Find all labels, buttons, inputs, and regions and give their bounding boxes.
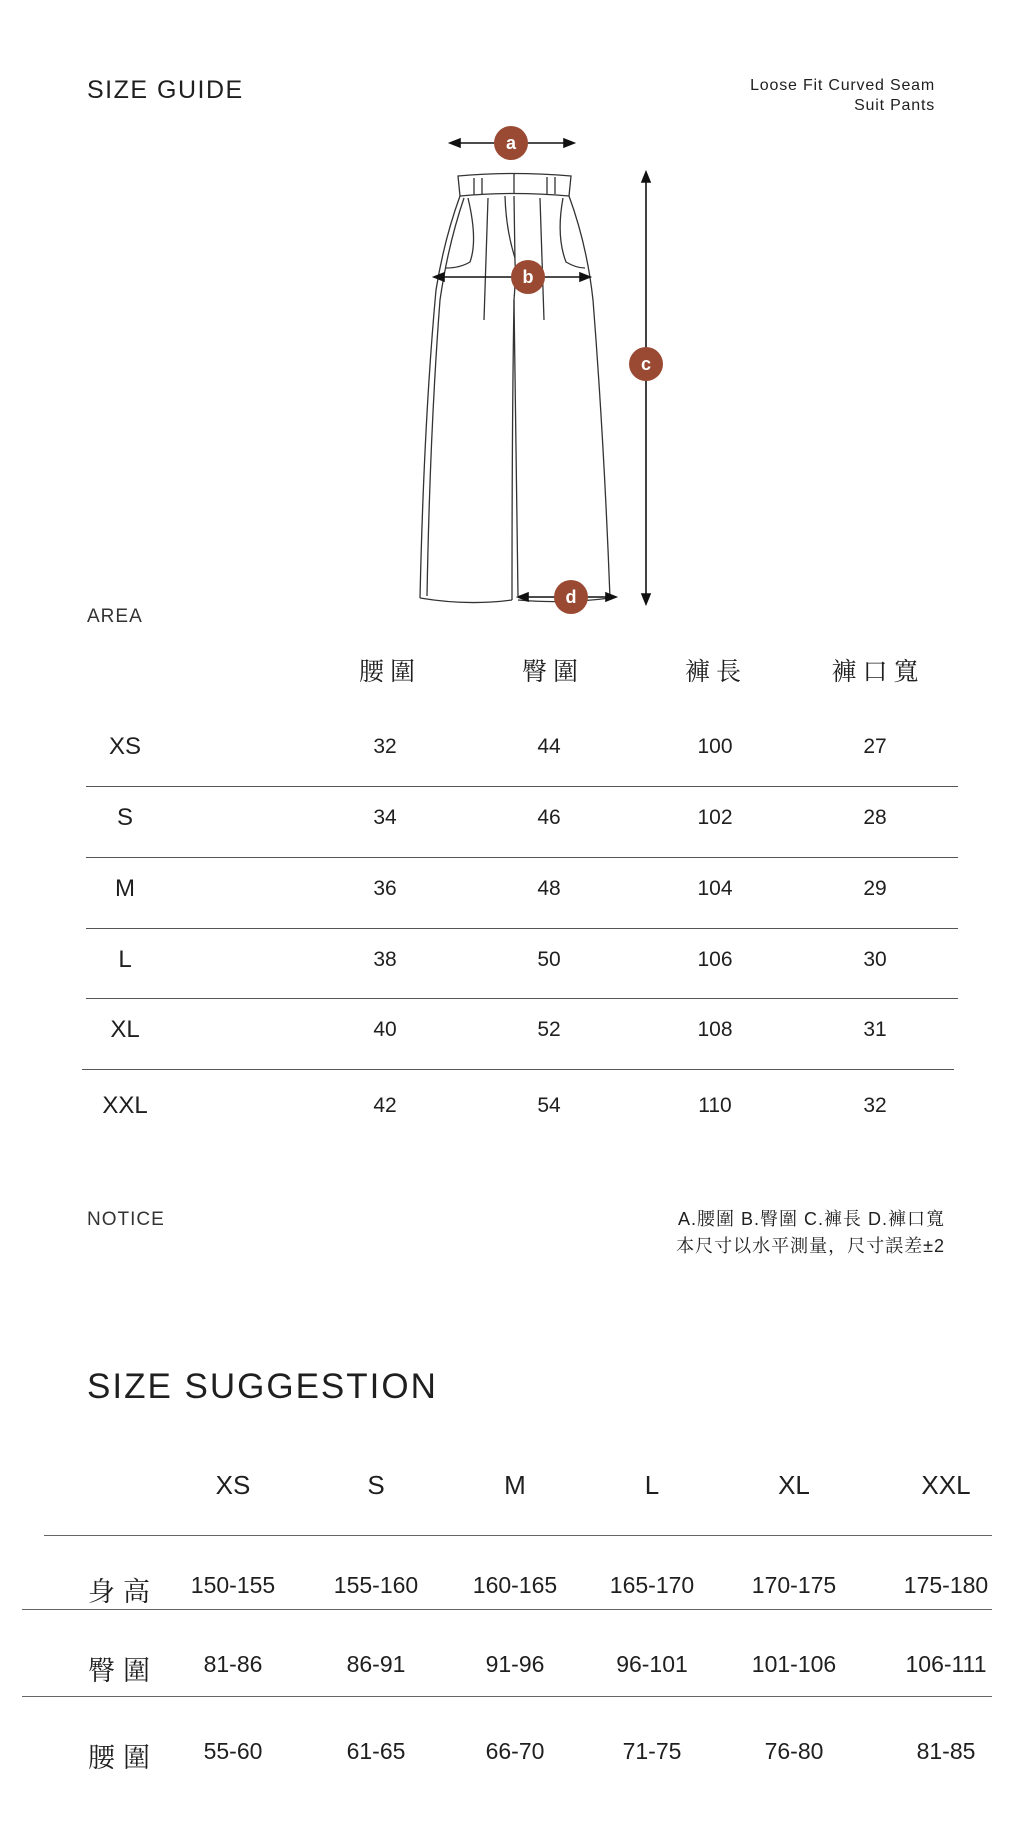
table-cell: 76-80: [764, 1738, 824, 1764]
table-cell: 28: [863, 806, 887, 829]
row-divider: [82, 1069, 954, 1070]
table-row: [85, 996, 955, 1066]
size-label: S: [116, 804, 133, 831]
column-header-xxl: XXL: [921, 1470, 971, 1500]
table-cell: 29: [863, 877, 887, 900]
table-row: [0, 1627, 1030, 1707]
row-divider: [22, 1696, 992, 1697]
product-name-line1: Loose Fit Curved Seam: [750, 77, 935, 94]
column-header-xs: XS: [215, 1470, 251, 1500]
size-label: XXL: [102, 1092, 148, 1119]
column-header-m: M: [504, 1470, 526, 1500]
table-cell: 50: [537, 948, 561, 971]
table-cell: 165-170: [609, 1572, 695, 1598]
size-label: XS: [108, 733, 141, 760]
table-cell: 54: [537, 1094, 561, 1117]
column-header-length: 褲長: [684, 658, 747, 686]
table-cell: 170-175: [751, 1572, 837, 1598]
notice-text: [676, 1206, 945, 1260]
table-cell: 52: [537, 1018, 561, 1041]
measure-arrows: [434, 139, 650, 604]
column-header-l: L: [644, 1470, 660, 1500]
table-cell: 71-75: [622, 1738, 682, 1764]
table-cell: 42: [373, 1094, 397, 1117]
table-cell: 101-106: [751, 1651, 837, 1677]
table-row: [85, 713, 955, 783]
table-cell: 106: [697, 948, 733, 971]
size-label: XL: [110, 1016, 140, 1043]
table-cell: 46: [537, 806, 561, 829]
marker-b: [511, 260, 545, 294]
table-cell: 81-86: [203, 1651, 263, 1677]
table-cell: 27: [863, 735, 887, 758]
column-header-s: S: [367, 1470, 385, 1500]
table-row: [85, 926, 955, 996]
table-cell: 106-111: [905, 1651, 987, 1677]
product-name-line2: Suit Pants: [854, 97, 935, 114]
table-cell: 86-91: [346, 1651, 406, 1677]
marker-b-label: b: [522, 267, 534, 287]
table-cell: 175-180: [903, 1572, 989, 1598]
table-cell: 55-60: [203, 1738, 263, 1764]
measure-markers: [494, 126, 663, 614]
table-row: [0, 1714, 1030, 1794]
table-row: [85, 784, 955, 854]
table-cell: 44: [537, 735, 561, 758]
column-header-waist: 腰圍: [358, 658, 421, 686]
table-cell: 40: [373, 1018, 397, 1041]
area-label: AREA: [87, 606, 143, 627]
table-cell: 30: [863, 948, 887, 971]
size-suggestion-title: SIZE SUGGESTION: [87, 1367, 438, 1406]
row-label-height: 身高: [88, 1577, 158, 1607]
table-row: [85, 855, 955, 925]
size-label: L: [118, 946, 132, 973]
row-divider: [44, 1535, 992, 1536]
table-cell: 31: [863, 1018, 887, 1041]
table-cell: 81-85: [916, 1738, 976, 1764]
column-header-xl: XL: [778, 1470, 810, 1500]
table-cell: 34: [373, 806, 397, 829]
table-row: [85, 1072, 955, 1142]
table-cell: 38: [373, 948, 397, 971]
page-title: SIZE GUIDE: [87, 76, 244, 104]
row-label-hip: 臀圍: [88, 1656, 158, 1686]
table-cell: 102: [697, 806, 733, 829]
marker-d: [554, 580, 588, 614]
table-cell: 155-160: [333, 1572, 419, 1598]
marker-c: [629, 347, 663, 381]
size-label: M: [115, 875, 135, 902]
table-cell: 108: [697, 1018, 733, 1041]
table-cell: 66-70: [485, 1738, 545, 1764]
marker-c-label: c: [640, 354, 652, 374]
table-cell: 110: [698, 1094, 732, 1117]
marker-a-label: a: [505, 133, 517, 153]
table-cell: 100: [697, 735, 733, 758]
marker-a: [494, 126, 528, 160]
marker-d-label: d: [565, 587, 577, 607]
column-header-hip: 臀圍: [521, 658, 584, 686]
column-header-hem-width: 褲口寬: [831, 658, 925, 686]
notice-line2: 本尺寸以水平測量，尺寸誤差±2: [676, 1236, 945, 1256]
table-cell: 61-65: [346, 1738, 406, 1764]
table-cell: 96-101: [616, 1651, 688, 1677]
pants-diagram: [0, 110, 1030, 620]
table-cell: 104: [697, 877, 733, 900]
table-cell: 160-165: [472, 1572, 558, 1598]
notice-label: NOTICE: [87, 1209, 165, 1230]
table-cell: 91-96: [485, 1651, 545, 1677]
table-cell: 48: [537, 877, 561, 900]
table-cell: 32: [373, 735, 397, 758]
notice-line1: A.腰圍 B.臀圍 C.褲長 D.褲口寬: [677, 1209, 945, 1229]
table-cell: 32: [863, 1094, 887, 1117]
row-label-waist: 腰圍: [88, 1743, 158, 1773]
table-row: [0, 1548, 1030, 1628]
table-cell: 36: [373, 877, 397, 900]
row-divider: [22, 1609, 992, 1610]
pants-outline: [420, 174, 610, 603]
table-cell: 150-155: [190, 1572, 276, 1598]
